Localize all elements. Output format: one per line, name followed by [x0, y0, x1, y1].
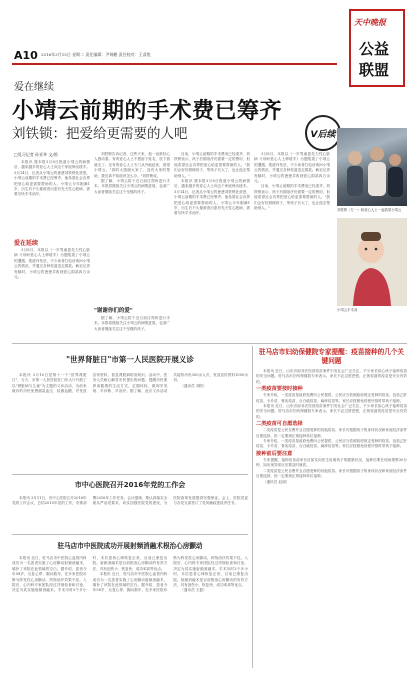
lead-photo-2 [337, 218, 407, 306]
article-tcm-title: 驻马店市中医院成功开展射频消融术根治心房颤动 [57, 542, 203, 550]
lead-title: 小靖云前期的手术费已筹齐 [12, 99, 283, 124]
article-party-work [12, 478, 248, 532]
lead-section-head: 爱在延续 [14, 240, 39, 247]
photo-2-caption: 小靖云手术前 [337, 308, 358, 312]
lead-body-col2: 刘铁锁告诉记者，这些天来，他一直被好心人感动着。有的爱心人士不愿留下姓名，放下钱就走了；还有的爱心人士专门从外地赶来，看望小靖云。"真的太感谢大家了，没有大家的帮助，我们真不知道该怎么办。"刘铁锁说。 据了解，小靖云将于近日前往郑州进行手术。本报将继续关注小靖云的病情进展，也请广大读者继续关注这个坚强的孩子。 [94, 152, 170, 194]
divider-bottom [12, 534, 248, 535]
article-kidney-day [12, 348, 248, 468]
lead-photo-1 [337, 128, 407, 206]
article-vaccine-body: 本报讯 近日，山东济南非法经营疫苗案件引发社会广泛关注，不少家长担心孩子接种疫苗的安全问题。驻马店市妇幼保健院专家表示，家长不必过度恐慌，正规渠道的疫苗是安全有效的。 一类疫苗要按时接种 专家介绍，一类疫苗是政府免费向公民提供、公民应当依照政府规定受种的疫苗，包括乙肝疫苗、卡介苗、脊灰疫苗、百白破疫苗、麻疹疫苗等。家长应按照免疫程序按时带孩子接种。 本报讯 近日，山东济南非法经营疫苗案件引发社会广泛关注，不少家长担心孩子接种疫苗的安全问题。驻马店市妇幼保健院专家表示，家长不必过度恐慌，正规渠道的疫苗是安全有效的。 二类疫苗可自愿选择 二类疫苗是公民自费并且自愿受种的其他疫苗。家长可根据孩子的身体状况和家庭经济条件自愿选择，但一定要到正规接种单位接种。 专家介绍，一类疫苗是政府免费向公民提供、公民应当依照政府规定受种的疫苗，包括乙肝疫苗、卡介苗、脊灰疫苗、百白破疫苗、麻疹疫苗等。家长应按照免疫程序按时带孩子接种。 接种前后要注意 专家提醒，接种疫苗前家长应如实向医生说明孩子的健康状况，接种后要在现场观察30分钟，如出现异常反应要及时就医。 二类疫苗是公民自费并且自愿受种的其他疫苗。家长可根据孩子的身体状况和家庭经济条件自愿选择，但一定要到正规接种单位接种。 （通讯员 赵丽） [256, 369, 407, 484]
byline: □见习记者 孙亚华 文/图 [14, 152, 58, 157]
date-line: 2016年3月15日 星期二 责任编辑：尹锡鹏 责任校对：王睿悦 [41, 52, 151, 57]
lead-body-col1b: 3月8日，本报以《一岁男童患先天性心脏病 父母盼爱心人士伸援手》为题报道了小靖云的遭遇。报道刊发后，不少读者打电话询问小靖云的情况，并通过各种渠道送去捐款。截至记者发稿时，小靖云的爸爸共收到爱心捐款四万余元。 [14, 248, 90, 280]
header-rule [12, 63, 337, 65]
vaccine-sub-2: 二类疫苗可自愿选择 [256, 421, 303, 428]
kicker: 爱在继续 [14, 82, 54, 93]
masthead-logo [349, 9, 405, 87]
logo-title: 天中晚报 [354, 18, 386, 27]
article-tcm-body: 本报讯 近日，驻马店市中医院心血管内科成功为一名患者实施了心房颤动射频消融术，填补了该院在此领域的空白。据介绍，患者今年58岁，反复心悸、胸闷数年，在多家医院诊断为阵发性心房颤动，药物治疗效果不佳。入院后，心内科专家团队经过详细检查和讨论，决定为其实施射频消融术。手术历时3个多小时，术后患者心律恢复正常，目前已康复出院。射频消融术是目前根治心房颤动的有效方法，具有创伤小、恢复快、成功率高等优点。 本报讯 近日，驻马店市中医院心血管内科成功为一名患者实施了心房颤动射频消融术，填补了该院在此领域的空白。据介绍，患者今年58岁，反复心悸、胸闷数年，在多家医院诊断为阵发性心房颤动，药物治疗效果不佳。入院后，心内科专家团队经过详细检查和讨论，决定为其实施射频消融术。手术历时3个多小时，术后患者心律恢复正常，目前已康复出院。射频消融术是目前根治心房颤动的有效方法，具有创伤小、恢复快、成功率高等优点。 （通讯员 王磊） [12, 556, 248, 593]
lead-footer-head: "谢谢你们的爱" [94, 308, 133, 314]
lead-body-col2b: 据了解，小靖云将于近日前往郑州进行手术。本报将继续关注小靖云的病情进展，也请广大读者继续关注这个坚强的孩子。 [94, 316, 170, 331]
article-vaccine [256, 348, 407, 668]
vaccine-sub-1: 一类疫苗要按时接种 [256, 386, 303, 393]
article-vaccine-title: 驻马店市妇幼保健院专家提醒：疫苗接种的几个关键问题 [258, 348, 405, 365]
photo-1-caption: 刘铁锁（左一）和爱心人士一起看望小靖云 [337, 208, 402, 212]
photo-child-icon [337, 218, 407, 306]
article-kidney-title: "世界肾脏日"市第一人民医院开展义诊 [66, 355, 194, 364]
divider-mid [12, 474, 248, 475]
logo-line-2: 联盟 [359, 61, 390, 79]
article-kidney-body: 本报讯 3月10日是第十一个"世界肾脏日"，当天，市第一人民医院在门诊大厅开展了以"肾脏病与儿童"为主题的义诊活动，为前来就诊的市民免费测量血压、检测血糖，并发放宣传资料，普及肾脏病防治知识。活动中，医务人员耐心解答市民提出的问题，提醒市民要养成健康的生活方式，定期体检，做到早发现、早诊断、早治疗。据了解，此次义诊活动共接待市民300余人次，发放宣传资料1000余份。 （通讯员 刘阳） [12, 373, 248, 394]
vaccine-sub-3: 接种前后要注意 [256, 450, 293, 457]
article-tcm [12, 538, 248, 666]
lead-body-col1: 本报讯 继本报3月8日报道小靖云的病情后，越来越多的爱心人士向这个家庭伸出援手。3月14日，记者从小靖云的爸爸刘铁锁处获悉，小靖云前期的手术费已经筹齐，他希望社会各界把爱心给更需要帮助的人。小靖云今年刚满1岁，出生后不久便被查出患有先天性心脏病，需要尽快手术治疗。 [14, 160, 90, 197]
photo-people-icon [337, 128, 407, 206]
section-divider [12, 343, 407, 344]
logo-line-1: 公益 [359, 40, 390, 58]
lead-subtitle: 刘铁锁：把爱给更需要的人吧 [12, 126, 188, 142]
article-party-body: 本报讯 3月11日，市中心医院召开2016年党的工作会议，总结2015年党的工作，安排部署2016年工作任务。会议强调，要认真落实全面从严治党要求，切实加强医院党的建设，为医院改革发展提供坚强保证。会上，医院党委与各党支部签订了党风廉政建设责任书。 [12, 496, 248, 506]
lead-body-col3: 目前，小靖云前期的手术费用已经凑齐，刘铁锁表示，孩子后期治疗仍需要一定的费用，但他希望社会各界把爱心给更需要帮助的人。"我们会好好照顾孩子，等孩子长大了，也让他去帮助别人。" 本报讯 继本报3月8日报道小靖云的病情后，越来越多的爱心人士向这个家庭伸出援手。3月14日，记者从小靖云的爸爸刘铁锁处获悉，小靖云前期的手术费已经筹齐，他希望社会各界把爱心给更需要帮助的人。小靖云今年刚满1岁，出生后不久便被查出患有先天性心脏病，需要尽快手术治疗。 [174, 152, 250, 216]
article-party-title: 市中心医院召开2016年党的工作会 [74, 481, 186, 489]
page-number: A10 [14, 49, 38, 62]
vertical-divider [252, 346, 253, 668]
badge-text: V后续 [310, 129, 336, 140]
lead-body-col4: 3月8日，本报以《一岁男童患先天性心脏病 父母盼爱心人士伸援手》为题报道了小靖云的遭遇。报道刊发后，不少读者打电话询问小靖云的情况，并通过各种渠道送去捐款。截至记者发稿时，小靖云的爸爸共收到爱心捐款四万余元。 目前，小靖云前期的手术费用已经凑齐，刘铁锁表示，孩子后期治疗仍需要一定的费用，但他希望社会各界把爱心给更需要帮助的人。"我们会好好照顾孩子，等孩子长大了，也让他去帮助别人。" [254, 152, 330, 211]
follow-up-badge [305, 115, 341, 151]
